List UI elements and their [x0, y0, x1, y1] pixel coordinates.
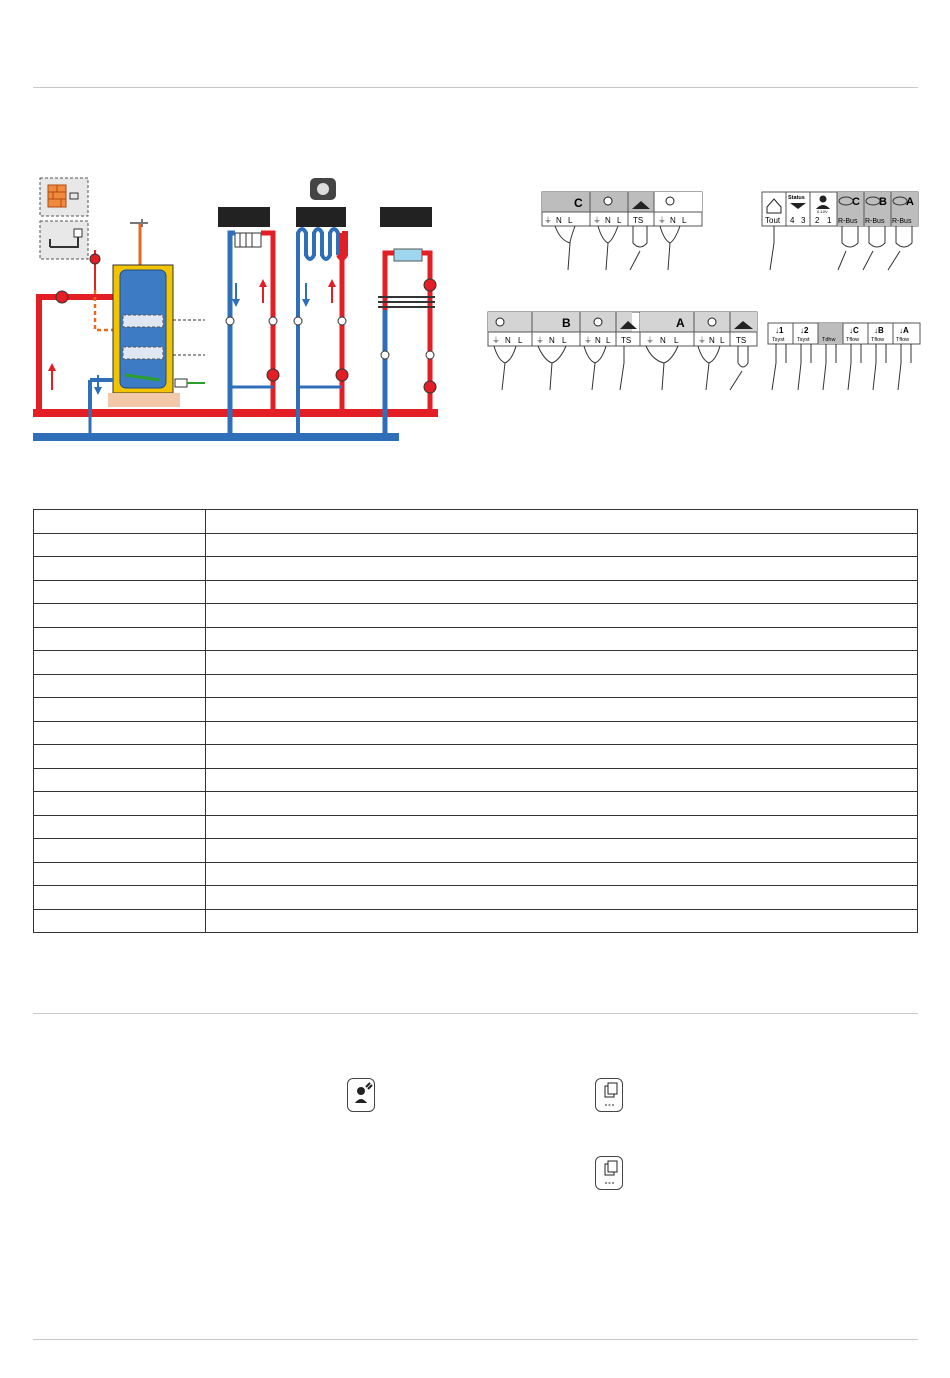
table-row	[34, 862, 918, 886]
oval-c: C	[852, 196, 860, 208]
table-row	[34, 886, 918, 910]
status-num-3: 3	[801, 216, 806, 225]
status-num-1: 1	[827, 216, 832, 225]
legend-value-cell	[206, 721, 918, 745]
sensor-1-bottom: Tsyst	[772, 337, 785, 343]
module-b-terminal-10: TS	[621, 336, 632, 345]
table-row	[34, 745, 918, 769]
top-divider	[33, 87, 918, 88]
legend-value-cell	[206, 886, 918, 910]
table-row	[34, 721, 918, 745]
legend-value-cell	[206, 651, 918, 675]
table-row	[34, 580, 918, 604]
parameter-menu-icon-2	[595, 1156, 623, 1190]
legend-value-cell	[206, 815, 918, 839]
module-status-block	[762, 192, 918, 226]
legend-value-cell	[206, 604, 918, 628]
oval-b: B	[879, 196, 887, 208]
legend-key-cell	[34, 580, 206, 604]
legend-key-cell	[34, 698, 206, 722]
module-a-terminal-3: L	[674, 336, 679, 345]
legend-value-cell	[206, 580, 918, 604]
status-label: Status	[788, 195, 805, 201]
module-a-terminal-5: N	[709, 336, 715, 345]
module-b-terminal-3: L	[518, 336, 523, 345]
terminal-blocks	[480, 185, 930, 400]
legend-key-cell	[34, 510, 206, 534]
legend-key-cell	[34, 674, 206, 698]
module-a-terminal-2: N	[660, 336, 666, 345]
module-c-block	[542, 192, 702, 226]
status-num-4: 4	[790, 216, 795, 225]
module-b-terminal-4: ⏚	[536, 336, 544, 345]
table-row	[34, 909, 918, 933]
legend-key-cell	[34, 792, 206, 816]
module-c-terminal-3: L	[568, 216, 573, 225]
module-b-terminal-9: L	[606, 336, 611, 345]
table-row	[34, 674, 918, 698]
module-b-terminal-8: N	[595, 336, 601, 345]
sensor-6-top: ↓A	[899, 326, 909, 335]
module-c-terminal-2: N	[556, 216, 562, 225]
legend-value-cell	[206, 627, 918, 651]
module-c-terminal-9: ⏚	[658, 216, 666, 225]
legend-key-cell	[34, 909, 206, 933]
legend-key-cell	[34, 721, 206, 745]
legend-key-cell	[34, 768, 206, 792]
legend-table	[33, 509, 918, 933]
legend-key-cell	[34, 557, 206, 581]
circuit-1-label	[218, 207, 270, 227]
module-c-terminal-11: L	[682, 216, 687, 225]
legend-key-cell	[34, 745, 206, 769]
status-num-2: 2	[815, 216, 820, 225]
legend-value-cell	[206, 674, 918, 698]
table-row	[34, 533, 918, 557]
small-voltage-label: 0-10V	[817, 209, 828, 214]
table-row	[34, 557, 918, 581]
hot-header-pipe	[33, 409, 438, 417]
legend-value-cell	[206, 533, 918, 557]
module-c-terminal-6: N	[605, 216, 611, 225]
table-row	[34, 604, 918, 628]
installer-menu-icon	[347, 1078, 375, 1112]
legend-key-cell	[34, 604, 206, 628]
module-b-terminal-1: ⏚	[492, 336, 500, 345]
legend-value-cell	[206, 510, 918, 534]
module-a-terminal-1: ⏚	[646, 336, 654, 345]
module-c-terminal-10: N	[670, 216, 676, 225]
legend-value-cell	[206, 745, 918, 769]
hydraulic-diagram	[30, 175, 450, 450]
table-row	[34, 815, 918, 839]
legend-key-cell	[34, 862, 206, 886]
table-row	[34, 627, 918, 651]
circuit-2-label	[296, 207, 346, 227]
module-a-terminal-6: L	[720, 336, 725, 345]
table-row	[34, 839, 918, 863]
table-row	[34, 698, 918, 722]
module-b-terminal-6: L	[562, 336, 567, 345]
legend-value-cell	[206, 839, 918, 863]
sensor-2-top: ↓2	[800, 326, 809, 335]
legend-key-cell	[34, 651, 206, 675]
sensor-block	[768, 323, 920, 344]
bottom-divider	[33, 1339, 918, 1340]
sensor-1-top: ↓1	[775, 326, 784, 335]
legend-key-cell	[34, 886, 206, 910]
cold-header-pipe	[33, 433, 399, 441]
module-c-terminal-8: TS	[633, 216, 644, 225]
module-c-terminal-7: L	[617, 216, 622, 225]
module-a-terminal-7: TS	[736, 336, 747, 345]
sensor-3-bottom: Tdhw	[822, 337, 836, 343]
oval-a: A	[906, 196, 914, 208]
table-row	[34, 768, 918, 792]
legend-value-cell	[206, 862, 918, 886]
sensor-2-bottom: Tsyst	[797, 337, 810, 343]
module-c-terminal-1: ⏚	[544, 216, 552, 225]
sensor-4-bottom: Tflow	[846, 337, 860, 343]
module-b-letter: B	[562, 316, 571, 330]
table-row	[34, 510, 918, 534]
module-a-letter: A	[676, 316, 685, 330]
rbus-b: R-Bus	[865, 218, 885, 225]
legend-key-cell	[34, 627, 206, 651]
middle-divider	[33, 1013, 918, 1014]
heat-pump-legend-box	[40, 221, 88, 259]
legend-value-cell	[206, 557, 918, 581]
legend-value-cell	[206, 792, 918, 816]
module-c-letter: C	[574, 196, 583, 210]
legend-value-cell	[206, 909, 918, 933]
table-row	[34, 651, 918, 675]
sensor-4-top: ↓C	[849, 326, 859, 335]
legend-key-cell	[34, 839, 206, 863]
legend-value-cell	[206, 768, 918, 792]
module-c-terminal-5: ⏚	[593, 216, 601, 225]
parameter-menu-icon	[595, 1078, 623, 1112]
table-row	[34, 792, 918, 816]
sensor-6-bottom: Tflow	[896, 337, 910, 343]
module-b-terminal-7: ⏚	[584, 336, 592, 345]
module-b-terminal-5: N	[549, 336, 555, 345]
module-b-terminal-2: N	[505, 336, 511, 345]
module-a-terminal-4: ⏚	[698, 336, 706, 345]
circuit-3-label	[380, 207, 432, 227]
legend-key-cell	[34, 533, 206, 557]
sensor-5-top: ↓B	[874, 326, 884, 335]
rbus-c: R-Bus	[838, 218, 858, 225]
sensor-5-bottom: Tflow	[871, 337, 885, 343]
legend-key-cell	[34, 815, 206, 839]
legend-value-cell	[206, 698, 918, 722]
tout-label: Tout	[765, 216, 781, 225]
rbus-a: R-Bus	[892, 218, 912, 225]
